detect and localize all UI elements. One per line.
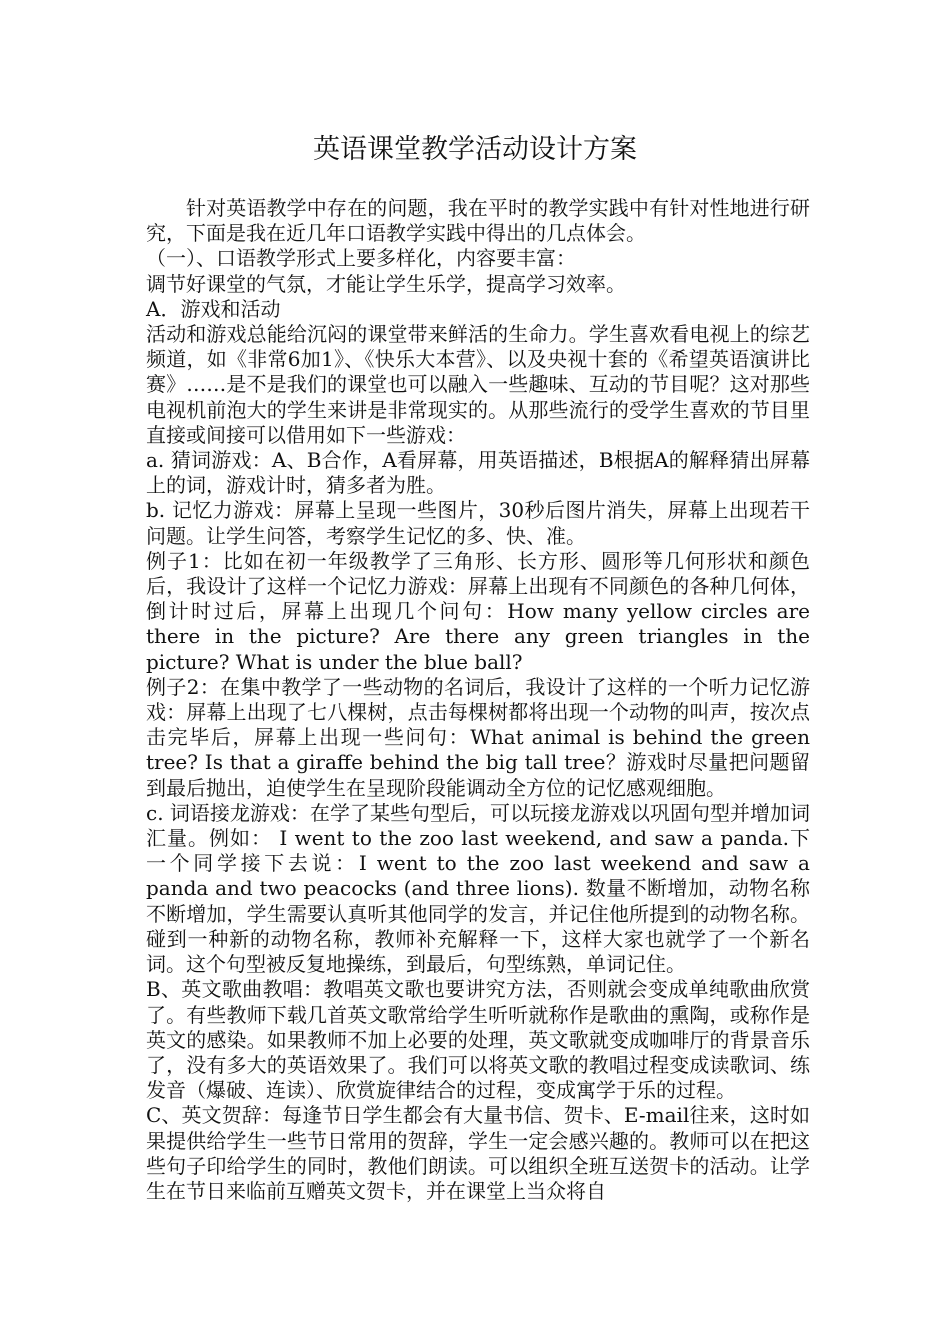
paragraph-intro: 针对英语教学中存在的问题，我在平时的教学实践中有针对性地进行研究，下面是我在近几年口语教学实践中得出的几点体会。: [146, 196, 810, 246]
list-item-a: a. 猜词游戏：A、B合作，A看屏幕，用英语描述，B根据A的解释猜出屏幕上的词，游戏计时，猜多者为胜。: [146, 448, 810, 498]
document-title: 英语课堂教学活动设计方案: [313, 134, 637, 165]
list-item-c: c. 词语接龙游戏：在学了某些句型后，可以玩接龙游戏以巩固句型并增加词汇量。例如： I went to the zoo last weekend, and saw a panda.下一个同学接下去说：I went to the zoo last weekend and saw a panda and two peacocks (and three lions). 数量不断增加，动物名称不断增加，学生需要认真听其他同学的发言，并记住他所提到的动物名称。碰到一种新的动物名称，教师补充解释一下，这样大家也就学了一个新名词。这个句型被反复地操练，到最后，句型练熟，单词记住。: [146, 800, 810, 977]
example-1: 例子1：比如在初一年级教学了三角形、长方形、圆形等几何形状和颜色后，我设计了这样一个记忆力游戏：屏幕上出现有不同颜色的各种几何体，倒计时过后，屏幕上出现几个问句：How many yellow circles are there in the picture? Are there any green triangles in the picture? What is under the blue ball?: [146, 548, 810, 674]
section-heading-1: （一）、口语教学形式上要多样化，内容要丰富：: [146, 246, 576, 271]
subsection-b: B、英文歌曲教唱：教唱英文歌也要讲究方法，否则就会变成单纯歌曲欣赏了。有些教师下载几首英文歌常给学生听听就称作是歌曲的熏陶，或称作是英文的感染。如果教师不加上必要的处理，英文歌就变成咖啡厅的背景音乐了，没有多大的英语效果了。我们可以将英文歌的教唱过程变成读歌词、练发音（爆破、连读）、欣赏旋律结合的过程，变成寓学于乐的过程。: [146, 977, 810, 1103]
document-body: [146, 196, 810, 1204]
subsection-heading-a: A．游戏和活动: [146, 296, 281, 321]
paragraph: 活动和游戏总能给沉闷的课堂带来鲜活的生命力。学生喜欢看电视上的综艺频道，如《非常6加1》、《快乐大本营》、以及央视十套的《希望英语演讲比赛》……是不是我们的课堂也可以融入一些趣味、互动的节目呢？这对那些电视机前泡大的学生来讲是非常现实的。从那些流行的受学生喜欢的节目里直接或间接可以借用如下一些游戏：: [146, 322, 810, 447]
list-item-b: b. 记忆力游戏：屏幕上呈现一些图片，30秒后图片消失，屏幕上出现若干问题。让学生问答，考察学生记忆的多、快、准。: [146, 498, 810, 548]
paragraph: 调节好课堂的气氛，才能让学生乐学，提高学习效率。: [146, 271, 626, 296]
example-2: 例子2：在集中教学了一些动物的名词后，我设计了这样的一个听力记忆游戏：屏幕上出现了七八棵树，点击每棵树都将出现一个动物的叫声，按次点击完毕后，屏幕上出现一些问句：What animal is behind the green tree? Is that a giraffe behind the big tall tree？游戏时尽量把问题留到最后抛出，迫使学生在呈现阶段能调动全方位的记忆感观细胞。: [146, 674, 810, 800]
subsection-c: C、英文贺辞：每逢节日学生都会有大量书信、贺卡、E-mail往来，这时如果提供给学生一些节日常用的贺辞，学生一定会感兴趣的。教师可以在把这些句子印给学生的同时，教他们朗读。可以组织全班互送贺卡的活动。让学生在节日来临前互赠英文贺卡，并在课堂上当众将自: [146, 1103, 810, 1203]
